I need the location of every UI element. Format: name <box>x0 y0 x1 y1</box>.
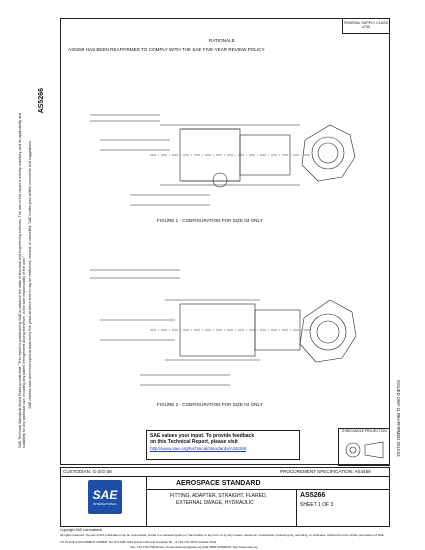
figure-2-drawing <box>70 260 370 390</box>
order-line: TO PLACE A DOCUMENT ORDER: Tel: 877-606-7323 (inside USA and Canada) Tel: +1 724-776-4970 (outside USA) <box>60 540 217 544</box>
side-issue-info: ISSUED 1997-11 REAFFIRMED 2013-04 <box>396 380 401 457</box>
part-number: AS5266 <box>300 492 326 499</box>
figure-1-caption: FIGURE 1 - CONFIGURATION FOR SIZE 03 ONLY <box>157 218 263 223</box>
sae-logo-subtext: INTERNATIONAL <box>93 502 117 506</box>
feedback-line-2: on this Technical Report, please visit <box>150 438 238 445</box>
title-block-divider <box>60 476 390 477</box>
fsc-value: 4730 <box>362 25 370 30</box>
side-document-number: AS5266 <box>38 88 45 114</box>
feedback-link[interactable]: http://www.sae.org/technical/standards/AS5266 <box>150 445 247 451</box>
fax-line: Fax: 724-776-0790 Email: CustomerService@sae.org SAE WEB ADDRESS: http://www.sae.org <box>130 545 258 549</box>
copyright-line-2: All rights reserved. No part of this publication may be reproduced, stored in a retrieval system or transmitted, in any form or by any means, electronic, mechanical, photocopying, recording, or otherwise, without the prior written permission of SAE. <box>60 533 385 537</box>
fsc-box <box>342 18 390 34</box>
part-title-line-2: EXTERNAL SWAGE, HYDRAULIC <box>176 500 254 506</box>
side-disclaimer-1: SAE Technical Standards Board Rules provide that: "This report is published by SAE to advance the state of technical and engineering sciences. The use of this report is entirely voluntary, and its applicability and suitability for any particular use, including any patent infringement arising therefrom, is the sole responsibility of the user." <box>18 112 26 448</box>
side-disclaimer-2: SAE reviews each technical report at least every five years at which time it may be reaffirmed, revised, or cancelled. SAE invites your written comments and suggestions. <box>28 140 32 409</box>
drawing-frame <box>60 18 390 465</box>
figure-1-drawing <box>70 95 370 215</box>
standard-title: AEROSPACE STANDARD <box>176 480 261 487</box>
procurement-label: PROCUREMENT SPECIFICATION: AS4459 <box>280 469 371 474</box>
sae-logo <box>88 480 122 514</box>
sheet-number: SHEET 1 OF 3 <box>300 502 334 508</box>
standard-title-divider <box>146 489 390 490</box>
projection-box <box>338 428 390 466</box>
sae-logo-text: SAE <box>92 488 118 502</box>
figure-2-caption: FIGURE 2 - CONFIGURATION FOR SIZE 04 ONLY <box>157 402 263 407</box>
feedback-line-1: SAE values your input. To provide feedback <box>150 433 255 439</box>
fsc-label: FEDERAL SUPPLY CLASS <box>343 21 389 25</box>
projection-label: THIRD ANGLE PROJECTION <box>341 429 387 433</box>
custodian-label: CUSTODIAN: G-3/G-38 <box>63 469 112 474</box>
copyright-line-1: Copyright SAE International <box>60 528 102 532</box>
rationale-title: RATIONALE <box>209 38 235 43</box>
logo-divider <box>146 476 147 527</box>
projection-symbol <box>343 439 387 461</box>
part-number-divider <box>296 489 297 527</box>
feedback-box <box>146 430 300 460</box>
part-title-line-1: FITTING, ADAPTER, STRAIGHT, FLARED, <box>170 493 267 499</box>
rationale-text: AS5266 HAS BEEN REAFFIRMED TO COMPLY WITH THE SAE FIVE-YEAR REVIEW POLICY. <box>68 47 266 52</box>
